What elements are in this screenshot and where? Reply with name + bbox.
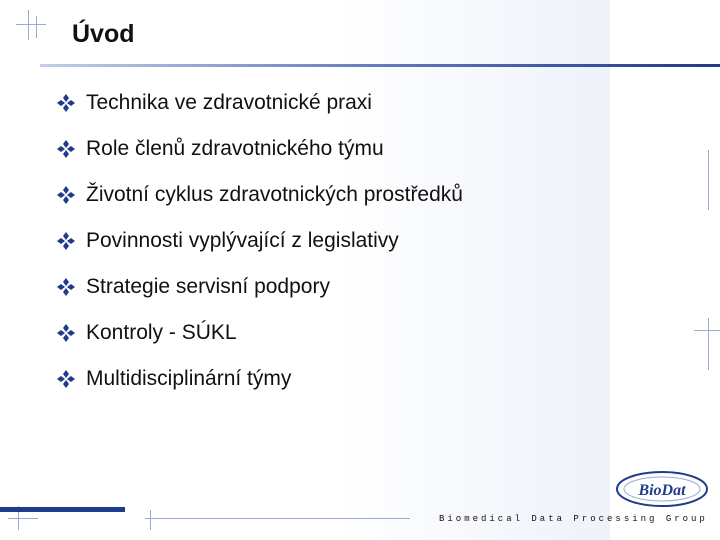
crop-mark-right-horizontal	[694, 330, 720, 331]
bullet-item	[56, 172, 463, 218]
crop-mark-top-left-vertical	[28, 10, 29, 40]
diamond-bullet-icon	[56, 185, 76, 205]
bullet-text: Multidisciplinární týmy	[86, 367, 292, 390]
bullet-item	[56, 310, 463, 356]
bullet-text: Technika ve zdravotnické praxi	[86, 91, 372, 114]
bullet-item	[56, 218, 463, 264]
crop-mark-bottom-mid-vertical	[150, 510, 151, 530]
bullet-text: Kontroly - SÚKL	[86, 321, 237, 344]
bottom-accent-bar	[0, 507, 125, 512]
crop-mark-bottom-mid-horizontal	[145, 518, 410, 519]
diamond-bullet-icon	[56, 369, 76, 389]
slide-title: Úvod	[72, 20, 135, 48]
bullet-text: Strategie servisní podpory	[86, 275, 330, 298]
bullet-list	[56, 80, 463, 402]
bullet-item	[56, 356, 463, 402]
biodat-logo	[614, 468, 710, 510]
bullet-text: Povinnosti vyplývající z legislativy	[86, 229, 399, 252]
bullet-item	[56, 264, 463, 310]
diamond-bullet-icon	[56, 277, 76, 297]
diamond-bullet-icon	[56, 139, 76, 159]
logo-text: BioDat	[638, 482, 686, 499]
slide-right-margin	[610, 0, 720, 540]
crop-mark-right-vertical-2	[708, 318, 709, 370]
title-underline	[40, 64, 720, 67]
bullet-text: Životní cyklus zdravotnických prostředků	[86, 183, 463, 206]
diamond-bullet-icon	[56, 323, 76, 343]
diamond-bullet-icon	[56, 231, 76, 251]
footer-group-name: Biomedical Data Processing Group	[439, 514, 708, 524]
bullet-item	[56, 126, 463, 172]
bullet-text: Role členů zdravotnického týmu	[86, 137, 384, 160]
bullet-item	[56, 80, 463, 126]
crop-mark-top-left-vertical-2	[36, 16, 37, 38]
diamond-bullet-icon	[56, 93, 76, 113]
crop-mark-bottom-left-horizontal	[8, 518, 38, 519]
crop-mark-right-vertical-1	[708, 150, 709, 210]
crop-mark-top-left-horizontal	[16, 24, 46, 25]
